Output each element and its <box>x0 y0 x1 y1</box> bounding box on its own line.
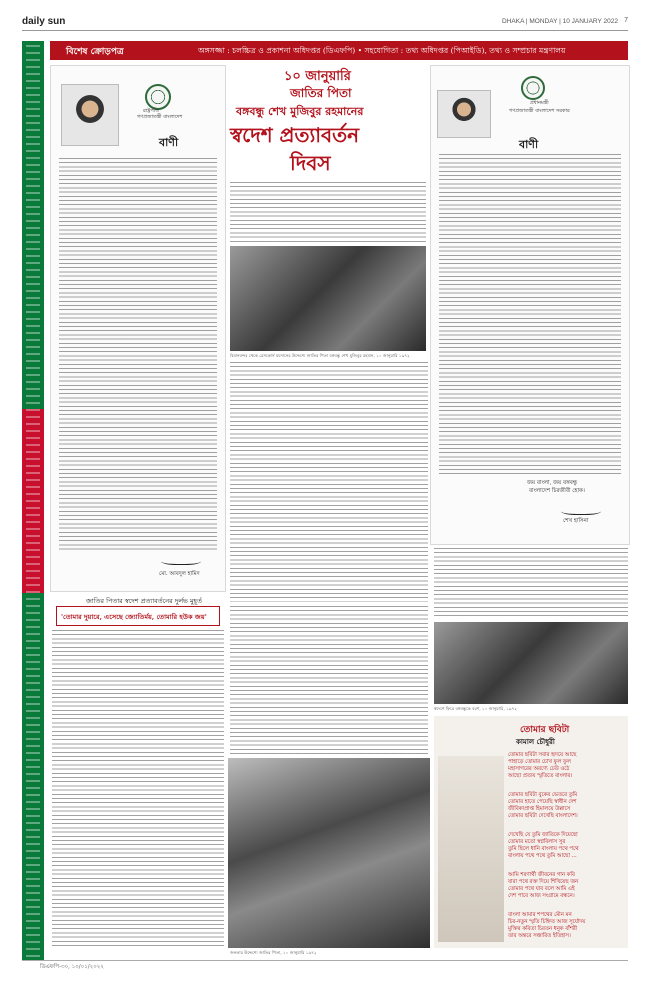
banner-left-label: বিশেষ ক্রোড়পত্র <box>66 47 124 57</box>
title-line-1: জাতির পিতা <box>290 86 352 100</box>
pm-seal-icon <box>521 76 545 100</box>
supplement-banner <box>50 41 628 60</box>
welcome-photo <box>434 622 628 704</box>
poem-box <box>434 716 628 948</box>
pm-portrait <box>437 90 491 138</box>
article-title-box <box>56 606 220 626</box>
poem-heading: তোমার ছবিটা <box>520 725 570 735</box>
title-line-4: দিবস <box>290 151 331 175</box>
poem-stanza-1: তোমার ছবিটা সবার হৃদয়ে আছে পাহাড়ে তোমার চোখ ফুল ফুল মহাসাগরের অরণ্যে ঢেউ ওঠে আছো প্রত্যয় স্মৃতিতে বাংলার। <box>508 752 577 779</box>
pm-message-heading: বাণী <box>519 138 539 151</box>
president-sign-name: মো. আবদুল হামিদ <box>159 571 200 577</box>
poem-stanza-3: দেখেছি যে তুমি জাতিকে দিয়েছো তোমার মতো স্বপ্নবিলাস সুর তুমি ছিলে ধানি বাংলায় পথে পথে বাংলায় পথে পথে তুমি আছো ... <box>508 832 579 859</box>
president-portrait <box>61 84 119 146</box>
centre-intro-text <box>230 182 426 242</box>
president-org: গণপ্রজাতন্ত্রী বাংলাদেশ <box>137 114 183 120</box>
president-signature <box>161 556 201 565</box>
president-message-heading: বাণী <box>159 136 179 149</box>
title-line-2: বঙ্গবন্ধু শেখ মুজিবুর রহমানের <box>236 105 364 118</box>
crowd-photo <box>228 758 430 948</box>
poem-sketch <box>438 756 504 942</box>
page-number: 7 <box>624 17 628 24</box>
pm-message <box>430 65 630 545</box>
pm-message-body <box>439 154 621 474</box>
banner-credit: অঙ্গসজ্জা : চলচ্চিত্র ও প্রকাশনা অধিদপ্তর (ডিএফপি) • সহযোগিতা : তথ্য অধিদপ্তর (পিআইডি), তথ্য ও সম্প্রচার মন্ত্রণালয় <box>198 46 566 55</box>
centre-body-text <box>230 362 428 602</box>
president-message <box>50 65 226 592</box>
seal-caption: রাষ্ট্রপতি <box>143 108 159 114</box>
president-seal-icon <box>145 84 171 110</box>
president-message-body <box>59 158 217 553</box>
article-body-centre <box>230 606 428 756</box>
poem-author: কামাল চৌধুরী <box>516 737 555 746</box>
dateline: DHAKA | MONDAY | 10 JANUARY 2022 <box>502 18 618 25</box>
pm-org: প্রধানমন্ত্রী গণপ্রজাতন্ত্রী বাংলাদেশ সরকার <box>509 100 570 114</box>
stripe-pattern <box>26 45 40 957</box>
poem-stanza-4: আমি শরণার্থী জীবনের গান কবি যারা পথে রক্ত দিয়ে শিখিয়েছ জন তোমার পথে যাব বলে আমি এই দেশ পাবে আজ সংগ্রামে বন্ধনে। <box>508 872 579 899</box>
footer-rule <box>22 960 628 961</box>
article-title: 'তোমার দুয়ারে, এসেছে জ্যোতির্ময়, তোমারি হউক জয়' <box>61 613 207 621</box>
brand-logo: daily sun <box>22 16 66 27</box>
article-body-left <box>52 630 224 948</box>
masthead-rule <box>22 30 628 31</box>
pm-signature <box>561 506 601 515</box>
motorcade-photo <box>230 246 426 351</box>
photo-caption-2: স্বদেশে ফিরে বঙ্গবন্ধুকে বরণ, ১০ জানুয়ারি, ১৯৭২ <box>434 706 517 711</box>
pm-sign-name: শেখ হাসিনা <box>563 518 589 524</box>
right-body-text <box>434 548 628 618</box>
footer-code: ডিএফপি-৩০, ১০/০১/২০২২ <box>40 964 104 970</box>
poem-stanza-5: বাংলা আমার শপথের মৌন মন চির-নতুন স্মৃতি চিহ্নিত আজ সূর্যোদয় মুক্তির কবিতা চিরতন ধনুক বাঁশরী তার অন্তরে সঞ্চারিত ইতিহাস। <box>508 912 586 939</box>
title-line-3: স্বদেশ প্রত্যাবর্তন <box>230 123 360 147</box>
title-block <box>226 65 428 175</box>
pm-closing-2: বাংলাদেশ চিরজীবী হোক। <box>529 488 585 494</box>
photo-caption-1: বিমানবন্দর থেকে রেসকোর্স ময়দানের উদ্দেশ্যে জাতির পিতা বঙ্গবন্ধু শেখ মুজিবুর রহমান, ১০ জানুয়ারি ১৯৭২ <box>230 353 410 358</box>
photo-caption-3: জনতার উদ্দেশ্যে জাতির পিতা, ১০ জানুয়ারি ১৯৭২ <box>230 950 317 955</box>
title-date: ১০ জানুয়ারি <box>284 69 351 84</box>
pm-closing-1: জয় বাংলা, জয় বঙ্গবন্ধু <box>527 480 578 486</box>
article-subtitle: জাতির পিতার স্বদেশ প্রত্যাবর্তনের দুর্লভ মুহূর্ত <box>86 597 202 605</box>
poem-stanza-2: তোমার ছবিটা বুকের ভেতরে তুমি তোমার হাতে পেয়েছি স্বাধীন দেশ জীবিকাপ্রাপ্ত হিমালয়ে উল্লাসে তোমার ছবিটা দেখেছি বাংলাদেশ। <box>508 792 578 819</box>
